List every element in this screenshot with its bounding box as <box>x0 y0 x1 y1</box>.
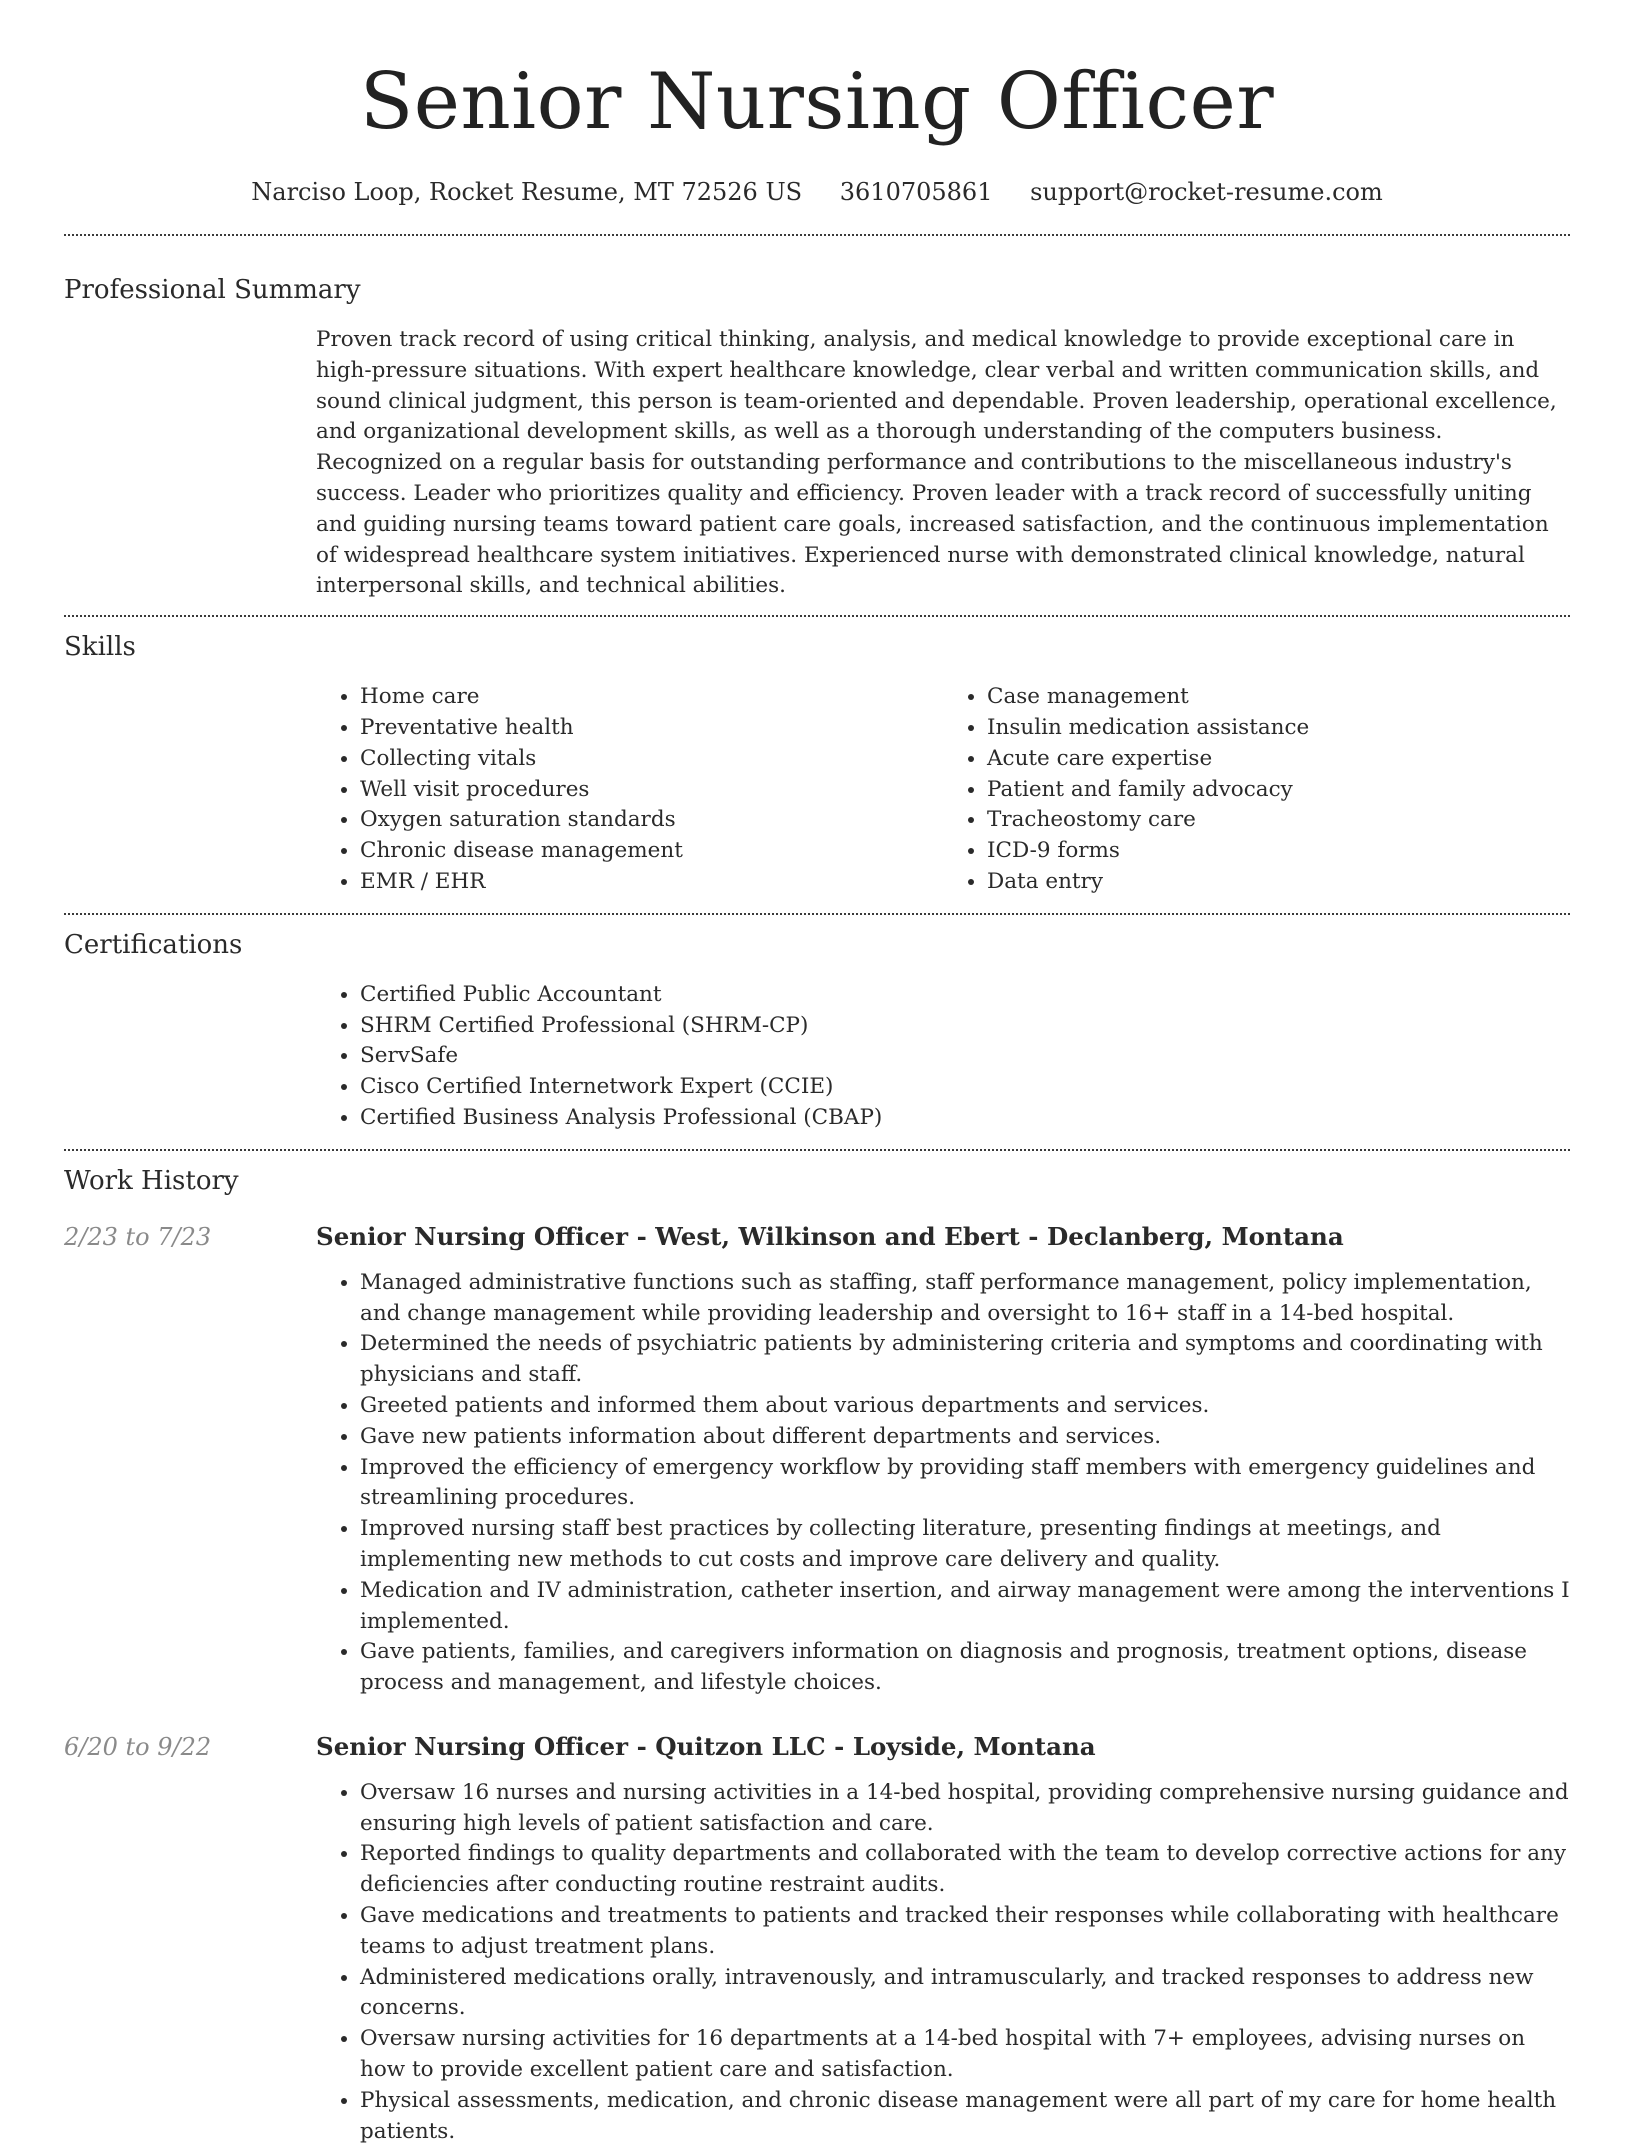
skill-item: • EMR / EHR <box>360 867 943 898</box>
resume-page <box>64 0 1570 2147</box>
job-bullet: • Determined the needs of psychiatric patients by administering criteria and symptoms and coordinating with physicians and staff. <box>360 1329 1570 1391</box>
job-entry <box>64 1729 1570 2147</box>
job-bullet: • Oversaw nursing activities for 16 departments at a 14-bed hospital with 7+ employees, advising nurses on how to provide excellent patient care and satisfaction. <box>360 2024 1570 2086</box>
skill-item: • Chronic disease management <box>360 836 943 867</box>
skill-item: • Oxygen saturation standards <box>360 805 943 836</box>
job-title: Senior Nursing Officer - West, Wilkinson and Ebert - Declanberg, Montana <box>316 1221 1344 1251</box>
skills-list-right <box>943 682 1570 898</box>
skill-item: • Well visit procedures <box>360 775 943 806</box>
job-bullet: • Improved nursing staff best practices by collecting literature, presenting findings at meetings, and implementing new methods to cut costs and improve care delivery and quality. <box>360 1514 1570 1576</box>
certification-item: • Cisco Certified Internetwork Expert (CCIE) <box>360 1072 1570 1103</box>
skill-item: • Acute care expertise <box>987 744 1570 775</box>
job-bullets <box>316 1778 1570 2147</box>
job-bullet: • Reported findings to quality departments and collaborated with the team to develop corrective actions for any deficiencies after conducting routine restraint audits. <box>360 1839 1570 1901</box>
section-title-skills: Skills <box>64 632 136 663</box>
section-title-work-history: Work History <box>64 1165 239 1196</box>
skills-section <box>64 617 1570 898</box>
job-bullet: • Gave patients, families, and caregivers information on diagnosis and prognosis, treatment options, disease process and management, and lifestyle choices. <box>360 1637 1570 1699</box>
job-bullet: • Managed administrative functions such as staffing, staff performance management, policy implementation, and change management while providing leadership and oversight to 16+ staff in a 14-bed hospital. <box>360 1268 1570 1330</box>
job-bullet: • Improved the efficiency of emergency workflow by providing staff members with emergency guidelines and streamlining procedures. <box>360 1453 1570 1515</box>
contact-line <box>64 174 1570 210</box>
contact-email[interactable]: support@rocket-resume.com <box>1030 178 1383 206</box>
job-dates: 2/23 to 7/23 <box>64 1222 212 1251</box>
section-title-certifications: Certifications <box>64 929 243 960</box>
job-dates: 6/20 to 9/22 <box>64 1732 212 1761</box>
job-bullet: • Greeted patients and informed them about various departments and services. <box>360 1391 1570 1422</box>
skill-item: • Insulin medication assistance <box>987 713 1570 744</box>
skill-item: • Home care <box>360 682 943 713</box>
summary-section <box>64 236 1570 602</box>
summary-text: Proven track record of using critical thinking, analysis, and medical knowledge to provide exceptional care in high-pressure situations. With expert healthcare knowledge, clear verbal and written communication skills, and sound clinical judgment, this person is team-oriented and dependable. Proven leadership, operational excellence, and organizational development skills, as well as a thorough understanding of the computers business. Recognized on a regular basis for outstanding performance and contributions to the miscellaneous industry's success. Leader who prioritizes quality and efficiency. Proven leader with a track record of successfully uniting and guiding nursing teams toward patient care goals, increased satisfaction, and the continuous implementation of widespread healthcare system initiatives. Experienced nurse with demonstrated clinical knowledge, natural interpersonal skills, and technical abilities. <box>316 327 1557 599</box>
contact-phone: 3610705861 <box>839 178 993 206</box>
skill-item: • Case management <box>987 682 1570 713</box>
candidate-name: Senior Nursing Officer <box>359 57 1275 147</box>
job-title: Senior Nursing Officer - Quitzon LLC - Loyside, Montana <box>316 1731 1096 1761</box>
job-bullet: • Oversaw 16 nurses and nursing activities in a 14-bed hospital, providing comprehensive nursing guidance and ensuring high levels of patient satisfaction and care. <box>360 1778 1570 1840</box>
job-entry <box>64 1219 1570 1699</box>
job-bullet: • Gave new patients information about different departments and services. <box>360 1422 1570 1453</box>
certification-item: • Certified Business Analysis Professional (CBAP) <box>360 1103 1570 1134</box>
certification-item: • ServSafe <box>360 1041 1570 1072</box>
job-bullets <box>316 1268 1570 1699</box>
job-bullet: • Physical assessments, medication, and chronic disease management were all part of my care for home health patients. <box>360 2086 1570 2147</box>
skills-list-left <box>316 682 943 898</box>
job-bullet: • Medication and IV administration, catheter insertion, and airway management were among the interventions I implemented. <box>360 1576 1570 1638</box>
section-title-summary: Professional Summary <box>64 275 361 305</box>
job-bullet: • Administered medications orally, intravenously, and intramuscularly, and tracked responses to address new concerns. <box>360 1963 1570 2025</box>
skill-item: • Data entry <box>987 867 1570 898</box>
certifications-section <box>64 915 1570 1134</box>
certification-item: • Certified Public Accountant <box>360 980 1570 1011</box>
work-history-section <box>64 1151 1570 2147</box>
contact-address: Narciso Loop, Rocket Resume, MT 72526 US <box>251 178 803 206</box>
job-bullet: • Gave medications and treatments to patients and tracked their responses while collaborating with healthcare teams to adjust treatment plans. <box>360 1901 1570 1963</box>
skill-item: • Tracheostomy care <box>987 805 1570 836</box>
skill-item: • Preventative health <box>360 713 943 744</box>
skill-item: • Patient and family advocacy <box>987 775 1570 806</box>
certification-item: • SHRM Certified Professional (SHRM-CP) <box>360 1011 1570 1042</box>
skill-item: • ICD-9 forms <box>987 836 1570 867</box>
skill-item: • Collecting vitals <box>360 744 943 775</box>
certifications-list <box>316 980 1570 1134</box>
